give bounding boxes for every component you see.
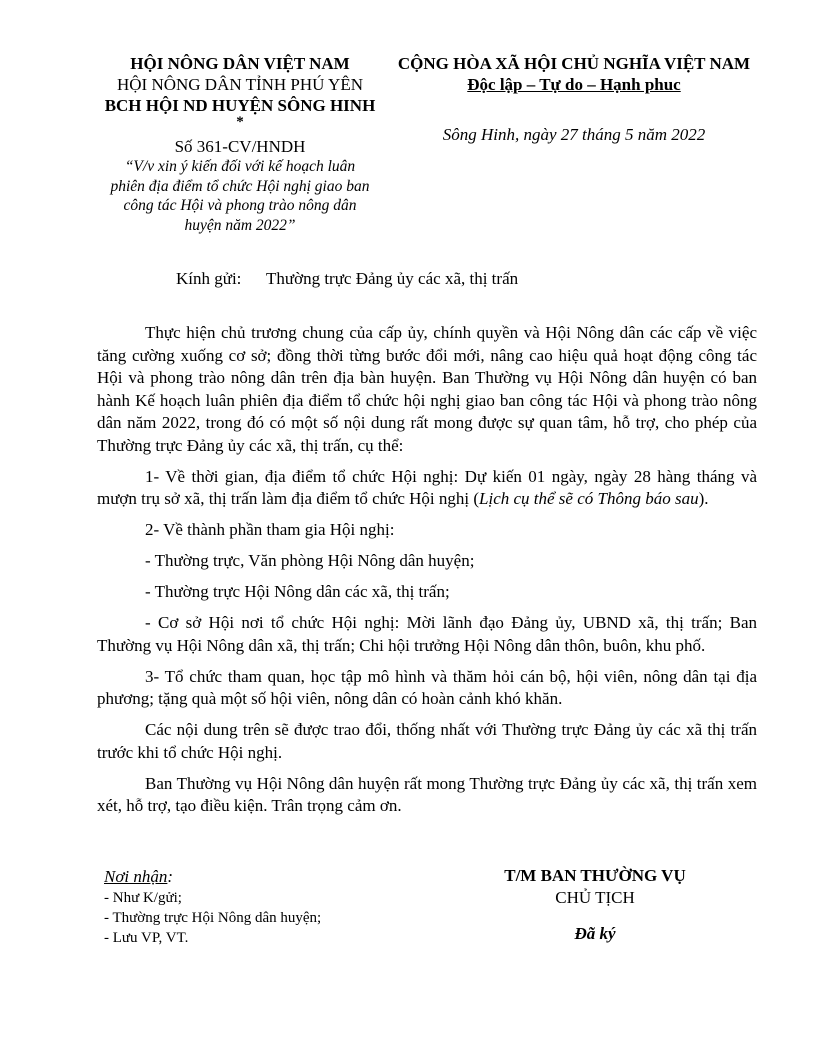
signature-position: CHỦ TỊCH [555,888,635,907]
recipient-item: - Thường trực Hội Nông dân huyện; [104,910,322,926]
body-italic-note: Lịch cụ thể sẽ có Thông báo sau [479,489,699,508]
recipient-value: Thường trực Đảng ủy các xã, thị trấn [266,269,519,288]
org-line-1: HỘI NÔNG DÂN VIỆT NAM [130,54,350,73]
body-paragraph: Thực hiện chủ trương chung của cấp ủy, chính quyền và Hội Nông dân các cấp về việc tăng cường xuống cơ sở; đồng thời từng bước đổi mới, nâng cao hiệu quả hoạt động công tác Hội và phong trào nông dân trên địa bàn huyện. Ban Thường vụ Hội Nông dân huyện có ban hành Kế hoạch luân phiên địa điểm tổ chức hội nghị giao ban công tác Hội và phong trào nông dân năm 2022, trong đó có một số nội dung rất mong được sự quan tâm, hỗ trợ, cho phép của Thường trực Đảng ủy các xã, thị trấn, cụ thể: [97,323,757,455]
body-paragraph: 2- Về thành phần tham gia Hội nghị: [145,520,395,539]
national-block [386,53,762,145]
recipient-item: - Như K/gửi; [104,890,182,906]
body-text-span: 1- Về thời gian, địa điểm tổ chức Hội nghị: Dự kiến 01 ngày, ngày 28 hàng tháng và mượn trụ sở xã, thị trấn làm địa điểm tổ chức Hội nghị ( [97,466,757,508]
body-paragraph: - Thường trực, Văn phòng Hội Nông dân huyện; [145,551,475,570]
recipient-item: - Lưu VP, VT. [104,930,189,946]
recipient-line [176,268,518,290]
document-subject: “V/v xin ý kiến đối với kế hoạch luân phiên địa điểm tổ chức Hội nghị giao ban công tác Hội và phong trào nông dân huyện năm 2022” [110,158,370,234]
body-paragraph: Ban Thường vụ Hội Nông dân huyện rất mong Thường trực Đảng ủy các xã, thị trấn xem xét, hỗ trợ, tạo điều kiện. Trân trọng cảm ơn. [97,773,757,815]
issuer-block [100,53,380,235]
org-line-3: BCH HỘI ND HUYỆN SÔNG HINH [104,96,376,115]
body-paragraph: - Cơ sở Hội nơi tổ chức Hội nghị: Mời lãnh đạo Đảng ủy, UBND xã, thị trấn; Ban Thường vụ Hội Nông dân xã, thị trấn; Chi hội trưởng Hội Nông dân thôn, buôn, khu phố. [97,613,757,655]
body-paragraph: 3- Tổ chức tham quan, học tập mô hình và thăm hỏi cán bộ, hội viên, nông dân tại địa phương; tặng quà một số hội viên, nông dân có hoàn cảnh khó khăn. [97,666,757,708]
recipients-title: Nơi nhận [104,867,168,886]
recipient-label: Kính gửi: [176,269,242,288]
body-paragraph [97,466,757,511]
letter-body [97,322,757,826]
body-paragraph: - Thường trực Hội Nông dân các xã, thị trấn; [145,582,450,601]
document-number: Số 361-CV/HNDH [174,137,306,156]
star-mark: * [236,114,244,130]
nation-title: CỘNG HÒA XÃ HỘI CHỦ NGHĨA VIỆT NAM [397,54,751,73]
recipients-heading [104,866,404,888]
org-line-2: HỘI NÔNG DÂN TỈNH PHÚ YÊN [116,75,363,94]
recipients-list [104,866,404,948]
body-paragraph: Các nội dung trên sẽ được trao đổi, thống nhất với Thường trực Đảng ủy các xã thị trấn trước khi tổ chức Hội nghị. [97,720,757,762]
recipients-colon: : [167,867,174,886]
body-text-span: ). [698,489,709,508]
signature-block [466,865,724,945]
signature-title: T/M BAN THƯỜNG VỤ [504,866,686,885]
national-motto: Độc lập – Tự do – Hạnh phuc [467,75,681,94]
place-date: Sông Hinh, ngày 27 tháng 5 năm 2022 [442,125,706,144]
signed-note: Đã ký [574,924,616,943]
